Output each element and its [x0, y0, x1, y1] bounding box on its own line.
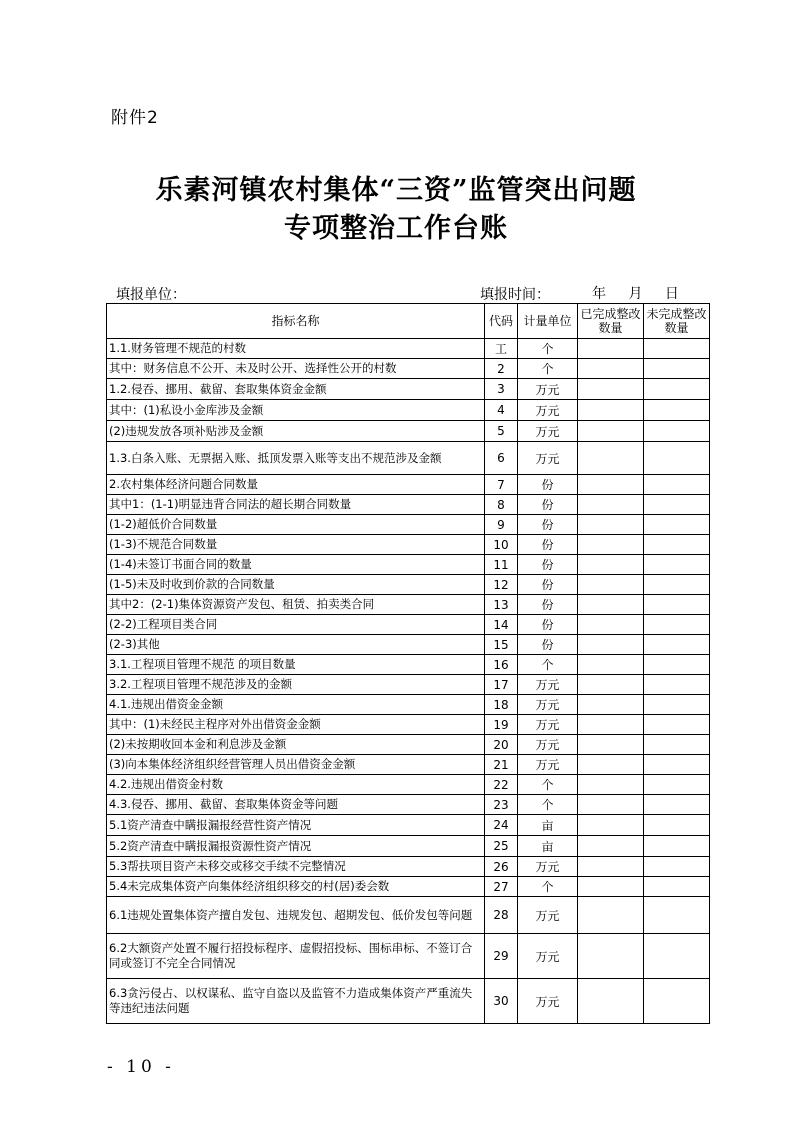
- uncompleted-count-cell: [644, 979, 710, 1024]
- uncompleted-count-cell: [644, 897, 710, 934]
- table-row: [107, 635, 710, 655]
- table-row: [107, 877, 710, 897]
- completed-count-cell: [578, 775, 644, 795]
- indicator-name-cell: 3.2.工程项目管理不规范涉及的金额: [107, 675, 485, 695]
- document-title-line1: 乐素河镇农村集体“三资”监管突出问题: [155, 175, 637, 206]
- indicator-name-cell: 其中2：(2-1)集体资源资产发包、租赁、拍卖类合同: [107, 595, 485, 615]
- code-cell: 27: [485, 877, 518, 897]
- uncompleted-count-cell: [644, 421, 710, 442]
- completed-count-cell: [578, 475, 644, 495]
- header-uncompleted: 未完成整改数量: [644, 304, 710, 339]
- completed-count-cell: [578, 857, 644, 877]
- code-cell: 6: [485, 442, 518, 475]
- completed-count-cell: [578, 877, 644, 897]
- table-row: [107, 515, 710, 535]
- uncompleted-count-cell: [644, 400, 710, 421]
- unit-cell: 份: [518, 555, 578, 575]
- indicator-name-cell: 5.3帮扶项目资产未移交或移交手续不完整情况: [107, 857, 485, 877]
- table-header-row: [107, 304, 710, 339]
- table-row: [107, 475, 710, 495]
- uncompleted-count-cell: [644, 815, 710, 836]
- code-cell: 21: [485, 755, 518, 775]
- indicator-name-cell: 其中：(1)私设小金库涉及金额: [107, 400, 485, 421]
- table-row: [107, 795, 710, 815]
- unit-cell: 个: [518, 359, 578, 379]
- unit-cell: 份: [518, 615, 578, 635]
- uncompleted-count-cell: [644, 735, 710, 755]
- indicator-name-cell: (1-3)不规范合同数量: [107, 535, 485, 555]
- completed-count-cell: [578, 635, 644, 655]
- table-row: [107, 815, 710, 836]
- indicator-name-cell: 其中：(1)未经民主程序对外出借资金金额: [107, 715, 485, 735]
- indicator-name-cell: 6.1违规处置集体资产擅自发包、违规发包、超期发包、低价发包等问题: [107, 897, 485, 934]
- indicator-name-cell: (1-4)未签订书面合同的数量: [107, 555, 485, 575]
- unit-cell: 万元: [518, 715, 578, 735]
- unit-cell: 万元: [518, 400, 578, 421]
- unit-cell: 个: [518, 775, 578, 795]
- table-row: [107, 359, 710, 379]
- unit-cell: 亩: [518, 836, 578, 857]
- table-row: [107, 595, 710, 615]
- uncompleted-count-cell: [644, 934, 710, 979]
- code-cell: 22: [485, 775, 518, 795]
- uncompleted-count-cell: [644, 495, 710, 515]
- header-indicator-name: 指标名称: [107, 304, 485, 339]
- completed-count-cell: [578, 695, 644, 715]
- uncompleted-count-cell: [644, 535, 710, 555]
- indicator-name-cell: (2)违规发放各项补贴涉及金额: [107, 421, 485, 442]
- completed-count-cell: [578, 555, 644, 575]
- code-cell: 11: [485, 555, 518, 575]
- unit-cell: 份: [518, 575, 578, 595]
- completed-count-cell: [578, 735, 644, 755]
- code-cell: 17: [485, 675, 518, 695]
- table-row: [107, 535, 710, 555]
- table-row: [107, 857, 710, 877]
- uncompleted-count-cell: [644, 857, 710, 877]
- fill-date-text: 年 月 日: [592, 286, 679, 302]
- table-row: [107, 934, 710, 979]
- indicator-name-cell: 5.1资产清查中瞒报漏报经营性资产情况: [107, 815, 485, 836]
- code-cell: 29: [485, 934, 518, 979]
- uncompleted-count-cell: [644, 555, 710, 575]
- table-row: [107, 695, 710, 715]
- indicator-name-cell: 其中1：(1-1)明显违背合同法的超长期合同数量: [107, 495, 485, 515]
- unit-cell: 万元: [518, 857, 578, 877]
- completed-count-cell: [578, 442, 644, 475]
- code-cell: 23: [485, 795, 518, 815]
- header-completed: 已完成整改数量: [578, 304, 644, 339]
- table-row: [107, 442, 710, 475]
- uncompleted-count-cell: [644, 595, 710, 615]
- indicator-name-cell: (3)向本集体经济组织经营管理人员出借资金金额: [107, 755, 485, 775]
- table-row: [107, 775, 710, 795]
- unit-cell: 份: [518, 635, 578, 655]
- indicator-name-cell: 5.4未完成集体资产向集体经济组织移交的村(居)委会数: [107, 877, 485, 897]
- table-body: [107, 339, 710, 1024]
- code-cell: 19: [485, 715, 518, 735]
- code-cell: 12: [485, 575, 518, 595]
- indicator-name-cell: (1-2)超低价合同数量: [107, 515, 485, 535]
- completed-count-cell: [578, 755, 644, 775]
- unit-cell: 万元: [518, 379, 578, 400]
- completed-count-cell: [578, 400, 644, 421]
- unit-cell: 个: [518, 795, 578, 815]
- indicator-name-cell: 其中：财务信息不公开、未及时公开、选择性公开的村数: [107, 359, 485, 379]
- unit-cell: 万元: [518, 755, 578, 775]
- unit-cell: 份: [518, 535, 578, 555]
- unit-cell: 亩: [518, 815, 578, 836]
- uncompleted-count-cell: [644, 775, 710, 795]
- indicator-name-cell: (2-2)工程项目类合同: [107, 615, 485, 635]
- indicator-name-cell: 5.2资产清查中瞒报漏报资源性资产情况: [107, 836, 485, 857]
- completed-count-cell: [578, 836, 644, 857]
- table-row: [107, 421, 710, 442]
- code-cell: 2: [485, 359, 518, 379]
- code-cell: 20: [485, 735, 518, 755]
- code-cell: 28: [485, 897, 518, 934]
- indicator-name-cell: 2.农村集体经济问题合同数量: [107, 475, 485, 495]
- unit-cell: 万元: [518, 442, 578, 475]
- completed-count-cell: [578, 815, 644, 836]
- uncompleted-count-cell: [644, 836, 710, 857]
- uncompleted-count-cell: [644, 339, 710, 359]
- uncompleted-count-cell: [644, 475, 710, 495]
- code-cell: 15: [485, 635, 518, 655]
- unit-cell: 万元: [518, 897, 578, 934]
- indicator-name-cell: 1.3.白条入账、无票据入账、抵顶发票入账等支出不规范涉及金额: [107, 442, 485, 475]
- table-row: [107, 836, 710, 857]
- table-row: [107, 379, 710, 400]
- code-cell: 18: [485, 695, 518, 715]
- uncompleted-count-cell: [644, 655, 710, 675]
- attachment-label: 附件2: [111, 108, 159, 128]
- indicator-name-cell: (1-5)未及时收到价款的合同数量: [107, 575, 485, 595]
- code-cell: 7: [485, 475, 518, 495]
- uncompleted-count-cell: [644, 575, 710, 595]
- code-cell: 4: [485, 400, 518, 421]
- indicator-name-cell: 1.2.侵吞、挪用、截留、套取集体资金金额: [107, 379, 485, 400]
- indicator-name-cell: (2-3)其他: [107, 635, 485, 655]
- uncompleted-count-cell: [644, 442, 710, 475]
- completed-count-cell: [578, 515, 644, 535]
- code-cell: 13: [485, 595, 518, 615]
- code-cell: 10: [485, 535, 518, 555]
- unit-cell: 万元: [518, 934, 578, 979]
- indicator-name-cell: 4.3.侵吞、挪用、截留、套取集体资金等问题: [107, 795, 485, 815]
- uncompleted-count-cell: [644, 635, 710, 655]
- code-cell: 26: [485, 857, 518, 877]
- unit-cell: 个: [518, 877, 578, 897]
- completed-count-cell: [578, 715, 644, 735]
- completed-count-cell: [578, 535, 644, 555]
- code-cell: 16: [485, 655, 518, 675]
- completed-count-cell: [578, 615, 644, 635]
- table-row: [107, 979, 710, 1024]
- uncompleted-count-cell: [644, 675, 710, 695]
- unit-cell: 份: [518, 515, 578, 535]
- ledger-table: [106, 303, 710, 1024]
- completed-count-cell: [578, 934, 644, 979]
- uncompleted-count-cell: [644, 795, 710, 815]
- table-row: [107, 555, 710, 575]
- unit-cell: 万元: [518, 979, 578, 1024]
- page-number: - 10 -: [107, 1057, 175, 1077]
- completed-count-cell: [578, 379, 644, 400]
- table-row: [107, 655, 710, 675]
- uncompleted-count-cell: [644, 359, 710, 379]
- indicator-name-cell: 4.2.违规出借资金村数: [107, 775, 485, 795]
- header-code: 代码: [485, 304, 518, 339]
- uncompleted-count-cell: [644, 715, 710, 735]
- unit-cell: 份: [518, 475, 578, 495]
- table-row: [107, 735, 710, 755]
- completed-count-cell: [578, 655, 644, 675]
- unit-cell: 万元: [518, 421, 578, 442]
- uncompleted-count-cell: [644, 755, 710, 775]
- unit-cell: 万元: [518, 675, 578, 695]
- completed-count-cell: [578, 675, 644, 695]
- code-cell: 25: [485, 836, 518, 857]
- document-title-line2: 专项整治工作台账: [284, 213, 508, 244]
- indicator-name-cell: 4.1.违规出借资金金额: [107, 695, 485, 715]
- table-row: [107, 715, 710, 735]
- code-cell: 30: [485, 979, 518, 1024]
- completed-count-cell: [578, 595, 644, 615]
- uncompleted-count-cell: [644, 877, 710, 897]
- code-cell: 工: [485, 339, 518, 359]
- code-cell: 24: [485, 815, 518, 836]
- uncompleted-count-cell: [644, 695, 710, 715]
- completed-count-cell: [578, 339, 644, 359]
- unit-cell: 万元: [518, 695, 578, 715]
- indicator-name-cell: 1.1.财务管理不规范的村数: [107, 339, 485, 359]
- completed-count-cell: [578, 795, 644, 815]
- table-row: [107, 675, 710, 695]
- fill-time-label: 填报时间：: [480, 287, 550, 303]
- uncompleted-count-cell: [644, 515, 710, 535]
- table-row: [107, 339, 710, 359]
- unit-cell: 份: [518, 495, 578, 515]
- table-row: [107, 755, 710, 775]
- indicator-name-cell: 6.2大额资产处置不履行招投标程序、虚假招投标、围标串标、不签订合同或签订不完全合同情况: [107, 934, 485, 979]
- code-cell: 5: [485, 421, 518, 442]
- table-row: [107, 400, 710, 421]
- indicator-name-cell: (2)未按期收回本金和利息涉及金额: [107, 735, 485, 755]
- unit-cell: 万元: [518, 735, 578, 755]
- fill-unit-label: 填报单位：: [116, 287, 186, 303]
- uncompleted-count-cell: [644, 379, 710, 400]
- unit-cell: 个: [518, 655, 578, 675]
- uncompleted-count-cell: [644, 615, 710, 635]
- code-cell: 14: [485, 615, 518, 635]
- table-row: [107, 495, 710, 515]
- code-cell: 9: [485, 515, 518, 535]
- completed-count-cell: [578, 575, 644, 595]
- code-cell: 8: [485, 495, 518, 515]
- completed-count-cell: [578, 359, 644, 379]
- indicator-name-cell: 3.1.工程项目管理不规范 的项目数量: [107, 655, 485, 675]
- completed-count-cell: [578, 495, 644, 515]
- code-cell: 3: [485, 379, 518, 400]
- completed-count-cell: [578, 979, 644, 1024]
- unit-cell: 个: [518, 339, 578, 359]
- table-row: [107, 575, 710, 595]
- indicator-name-cell: 6.3贪污侵占、以权谋私、监守自盗以及监管不力造成集体资产严重流失等违纪违法问题: [107, 979, 485, 1024]
- table-row: [107, 615, 710, 635]
- table-row: [107, 897, 710, 934]
- completed-count-cell: [578, 897, 644, 934]
- completed-count-cell: [578, 421, 644, 442]
- header-unit: 计量单位: [518, 304, 578, 339]
- unit-cell: 份: [518, 595, 578, 615]
